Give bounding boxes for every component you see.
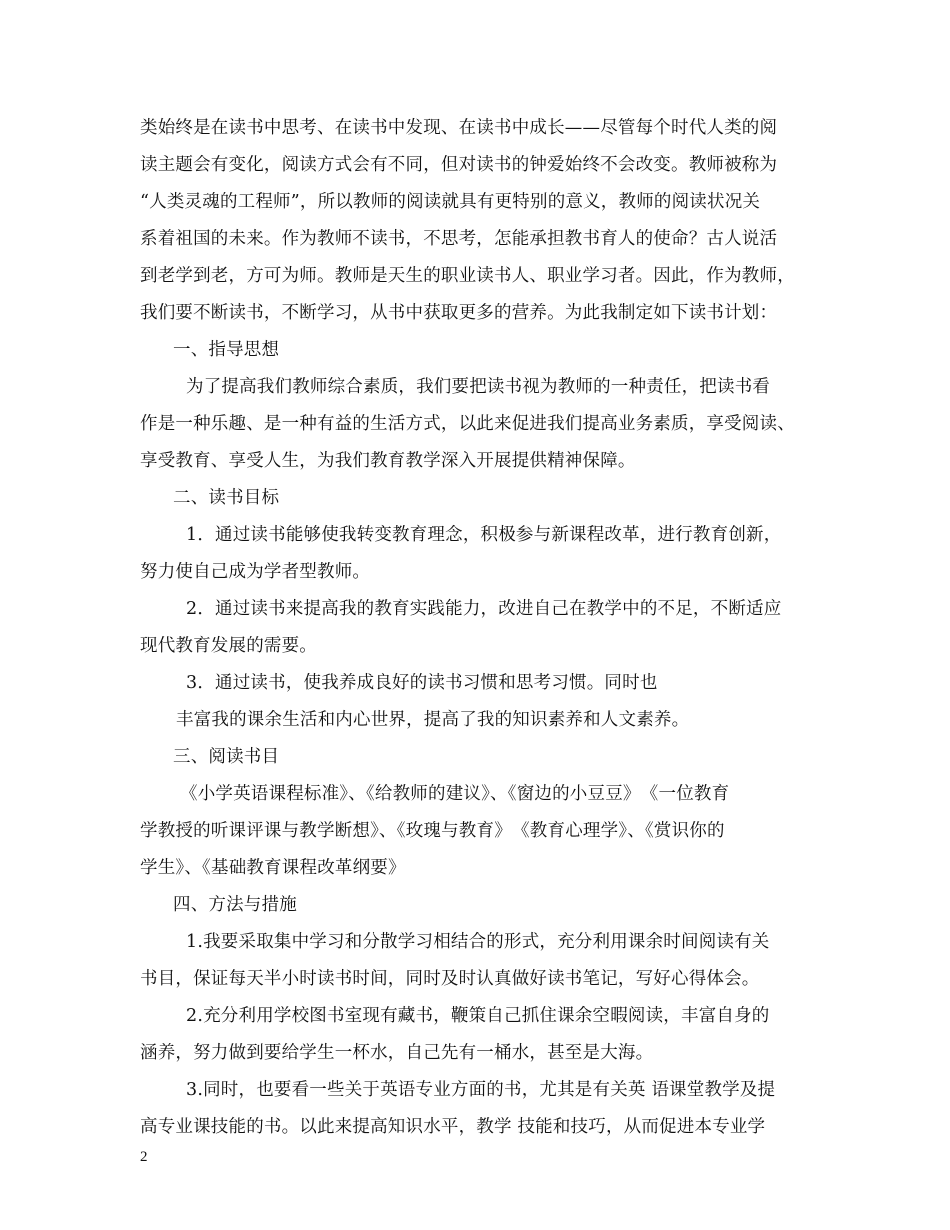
text-line: 类始终是在读书中思考、在读书中发现、在读书中成长——尽管每个时代人类的阅 — [140, 118, 778, 138]
section-heading: 二、读书目标 — [173, 488, 280, 508]
section-heading: 四、方法与措施 — [173, 895, 297, 915]
text-line: 学教授的听课评课与教学断想》、《玫瑰与教育》 《教育心理学》、《赏识你的 — [140, 821, 725, 841]
text-line: “人类灵魂的工程师”，所以教师的阅读就具有更特别的意义，教师的阅读状况关 — [140, 192, 761, 212]
text-line: 3.同时，也要看一些关于英语专业方面的书，尤其是有关英 语课堂教学及提 — [186, 1080, 776, 1100]
text-line: 系着祖国的未来。作为教师不读书，不思考，怎能承担教书育人的使命？古人说活 — [140, 229, 778, 249]
text-line: 丰富我的课余生活和内心世界，提高了我的知识素养和人文素养。 — [176, 710, 690, 730]
text-line: 《小学英语课程标准》、《给教师的建议》、《窗边的小豆豆》 《一位教育 — [180, 784, 730, 804]
text-line: 享受教育、享受人生，为我们教育教学深入开展提供精神保障。 — [140, 451, 636, 471]
text-line: 为了提高我们教师综合素质，我们要把读书视为教师的一种责任，把读书看 — [186, 377, 771, 397]
section-heading: 三、阅读书目 — [173, 747, 280, 767]
text-line: 学生》、《基础教育课程改革纲要》 — [140, 858, 406, 878]
text-line: 1.我要采取集中学习和分散学习相结合的形式，充分利用课余时间阅读有关 — [186, 932, 770, 952]
text-line: 读主题会有变化，阅读方式会有不同，但对读书的钟爱始终不会改变。教师被称为 — [140, 155, 778, 175]
text-line: 努力使自己成为学者型教师。 — [140, 562, 371, 582]
section-heading: 一、指导思想 — [173, 340, 280, 360]
text-line: 2．通过读书来提高我的教育实践能力，改进自己在教学中的不足，不断适应 — [186, 599, 782, 619]
text-line: 我们要不断读书，不断学习，从书中获取更多的营养。为此我制定如下读书计划： — [140, 303, 778, 323]
text-line: 3．通过读书，使我养成良好的读书习惯和思考习惯。同时也 — [186, 673, 658, 693]
text-line: 到老学到老，方可为师。教师是天生的职业读书人、职业学习者。因此，作为教师， — [140, 266, 795, 286]
text-line: 2.充分利用学校图书室现有藏书，鞭策自己抓住课余空暇阅读，丰富自身的 — [186, 1006, 770, 1026]
text-line: 涵养，努力做到要给学生一杯水，自己先有一桶水，甚至是大海。 — [140, 1043, 654, 1063]
text-line: 高专业课技能的书。以此来提高知识水平，教学 技能和技巧，从而促进本专业学 — [140, 1117, 766, 1137]
text-line: 1．通过读书能够使我转变教育理念，积极参与新课程改革，进行教育创新， — [186, 525, 782, 545]
text-line: 现代教育发展的需要。 — [140, 636, 317, 656]
page-number: 2 — [140, 1149, 148, 1165]
text-line: 书目，保证每天半小时读书时间，同时及时认真做好读书笔记，写好心得体会。 — [140, 969, 760, 989]
text-line: 作是一种乐趣、是一种有益的生活方式，以此来促进我们提高业务素质，享受阅读、 — [140, 414, 795, 434]
